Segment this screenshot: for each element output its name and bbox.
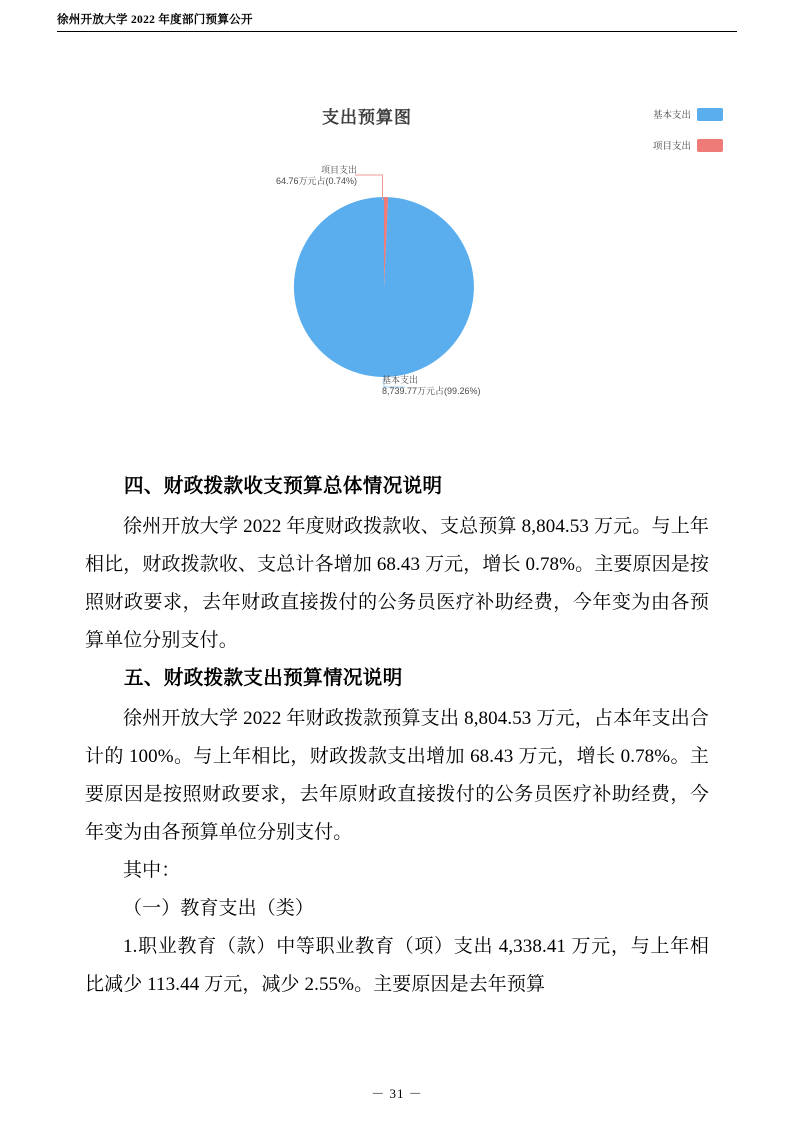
heading-section-five: 五、财政拨款支出预算情况说明: [124, 668, 403, 689]
pie-data-label-basic: [382, 375, 481, 397]
pie-data-label-project-name: 项目支出: [321, 165, 358, 175]
leader-line-project: [355, 175, 383, 200]
chart-title: 支出预算图: [322, 108, 412, 127]
pie-chart-area: [57, 75, 737, 445]
header-divider-rule: [57, 31, 737, 32]
page-running-header: [57, 12, 737, 32]
pie-data-label-basic-value: 8,739.77万元占(99.26%): [382, 386, 481, 396]
page-number: － 31 －: [371, 1086, 423, 1101]
legend-label-project: 项目支出: [653, 141, 692, 152]
pie-slice-basic[interactable]: [294, 197, 474, 377]
document-body: [85, 468, 709, 1004]
paragraph-qizhong: 其中：: [123, 860, 181, 881]
page-footer: [0, 1083, 794, 1103]
paragraph-section-four: 徐州开放大学 2022 年度财政拨款收、支总预算 8,804.53 万元。与上年相比，财政拨款收、支总计各增加 68.43 万元，增长 0.78%。主要原因是按照财政要求，去年财政直接拨付的公务员医疗补助经费，今年变为由各预算单位分别支付。: [85, 516, 709, 651]
paragraph-item-one-detail: 1.职业教育（款）中等职业教育（项）支出 4,338.41 万元，与上年相比减少 113.44 万元，减少 2.55%。主要原因是去年预算: [85, 936, 709, 995]
running-header-title: 徐州开放大学 2022 年度部门预算公开: [57, 14, 253, 26]
pie-data-label-basic-name: 基本支出: [382, 375, 419, 385]
paragraph-item-one-title: （一）教育支出（类）: [123, 898, 315, 919]
pie-data-label-project-value: 64.76万元占(0.74%): [275, 176, 358, 186]
legend-label-basic: 基本支出: [653, 110, 692, 121]
heading-section-four: 四、财政拨款收支预算总体情况说明: [124, 476, 443, 497]
pie-data-label-project: [268, 165, 357, 187]
expenditure-budget-chart: [57, 75, 737, 445]
paragraph-section-five: 徐州开放大学 2022 年财政拨款预算支出 8,804.53 万元，占本年支出合计的 100%。与上年相比，财政拨款支出增加 68.43 万元，增长 0.78%。主要原因是按照财政要求，去年原财政直接拨付的公务员医疗补助经费，今年变为由各预算单位分别支付。: [85, 708, 709, 843]
